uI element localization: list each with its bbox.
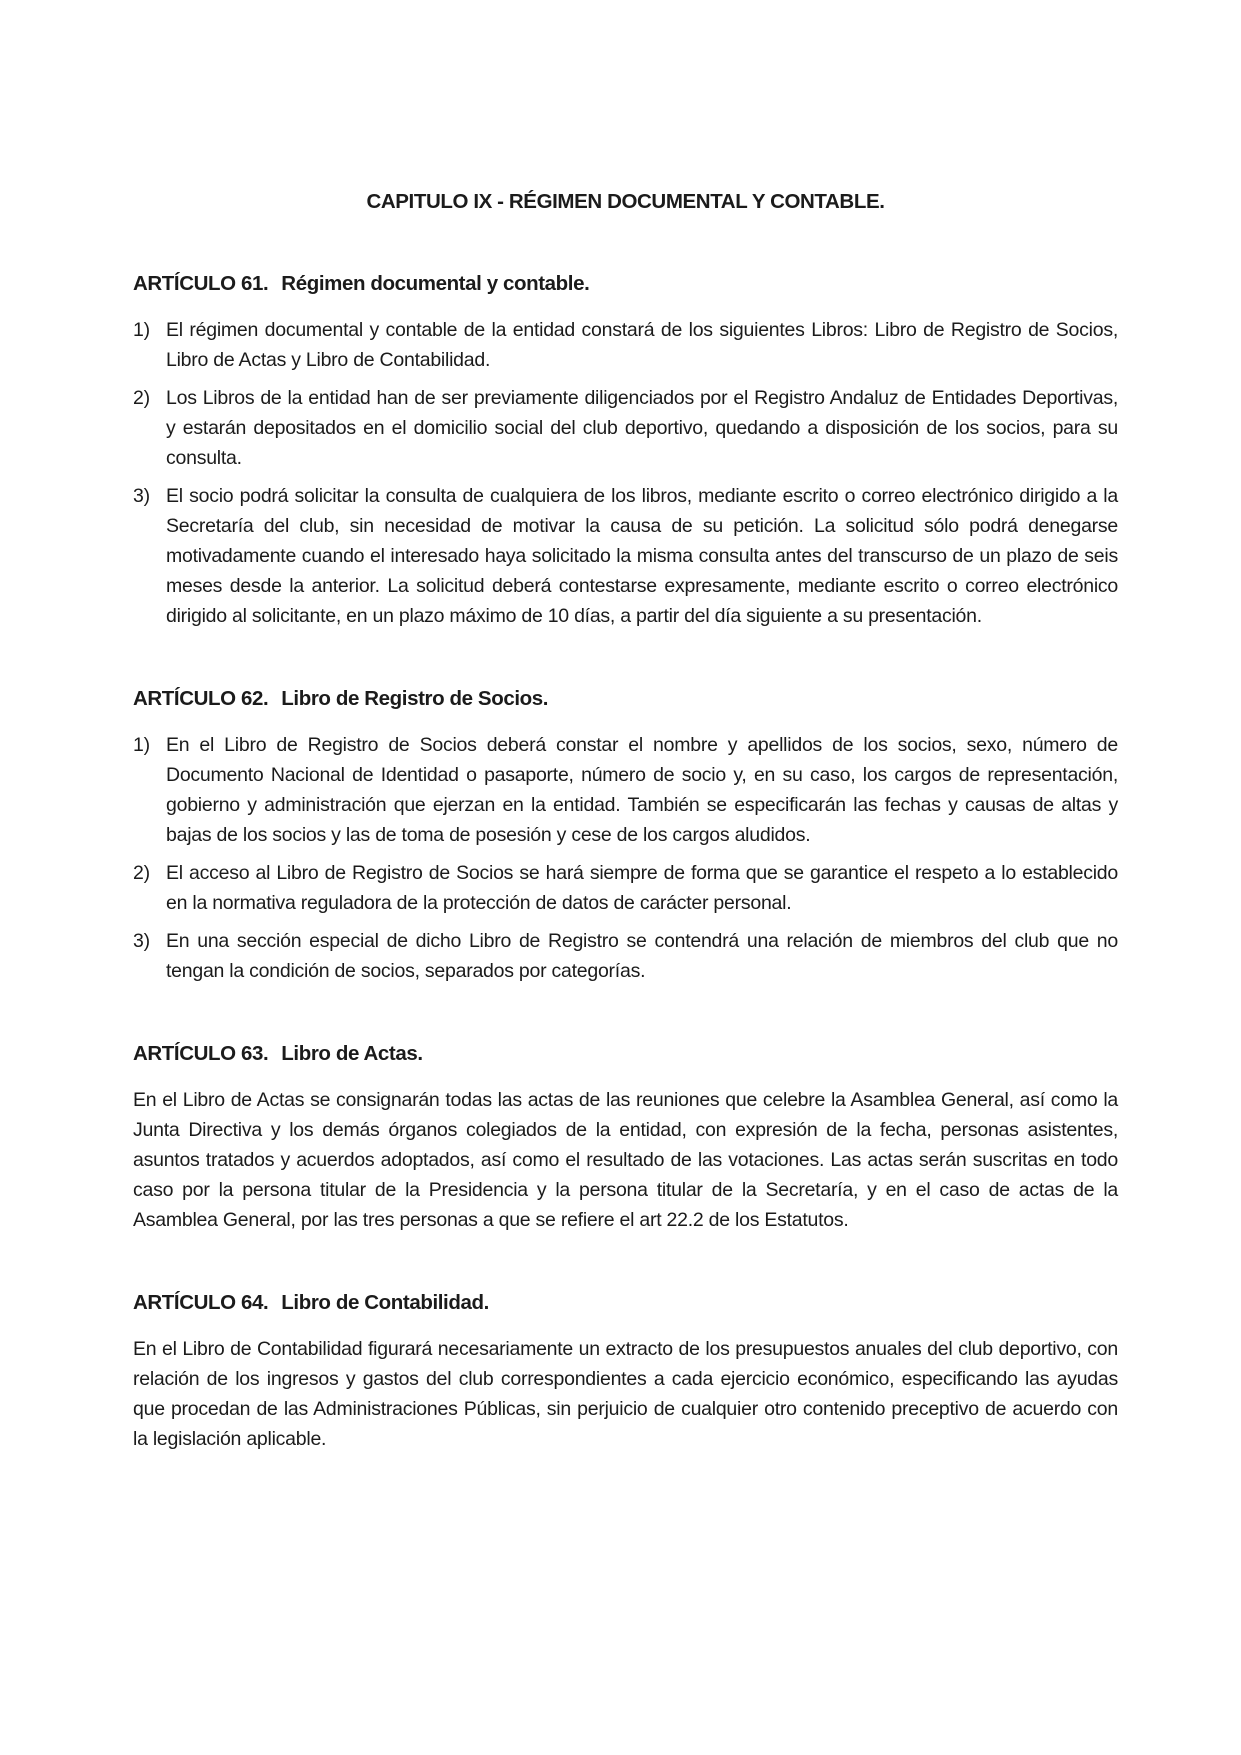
article-61-section [133, 270, 1118, 631]
article-64-heading [133, 1289, 1118, 1317]
list-item-text: Los Libros de la entidad han de ser previamente diligenciados por el Registro Andaluz de Entidades Deportivas, y estarán depositados en el domicilio social del club deportivo, quedando a disposición de los socios, para su consulta. [166, 387, 1118, 469]
list-item-text: El socio podrá solicitar la consulta de cualquiera de los libros, mediante escrito o correo electrónico dirigido a la Secretaría del club, sin necesidad de motivar la causa de su petición. La solicitud sólo podrá denegarse motivadamente cuando el interesado haya solicitado la misma consulta antes del transcurso de un plazo de seis meses desde la anterior. La solicitud deberá contestarse expresamente, mediante escrito o correo electrónico dirigido al solicitante, en un plazo máximo de 10 días, a partir del día siguiente a su presentación. [166, 485, 1118, 627]
list-item [133, 926, 1118, 986]
list-marker: 1) [133, 734, 150, 756]
list-item-text: En el Libro de Registro de Socios deberá constar el nombre y apellidos de los socios, sexo, número de Documento Nacional de Identidad o pasaporte, número de socio y, en su caso, los cargos de representación, gobierno y administración que ejerzan en la entidad. También se especificarán las fechas y causas de altas y bajas de los socios y las de toma de posesión y cese de los cargos aludidos. [166, 734, 1118, 846]
chapter-title: CAPITULO IX - RÉGIMEN DOCUMENTAL Y CONTABLE. [366, 190, 885, 213]
article-title: Libro de Actas. [281, 1042, 423, 1065]
list-item [133, 315, 1118, 375]
list-item [133, 858, 1118, 918]
list-marker: 1) [133, 319, 150, 341]
list-item [133, 730, 1118, 850]
article-64-section [133, 1289, 1118, 1454]
article-number: ARTÍCULO 64. [133, 1291, 269, 1314]
list-item-text: El régimen documental y contable de la entidad constará de los siguientes Libros: Libro de Registro de Socios, Libro de Actas y Libro de Contabilidad. [166, 319, 1118, 371]
article-title: Libro de Contabilidad. [281, 1291, 489, 1314]
article-63-heading [133, 1040, 1118, 1068]
article-number: ARTÍCULO 62. [133, 687, 269, 710]
article-63-section [133, 1040, 1118, 1235]
list-item-text: En una sección especial de dicho Libro de Registro se contendrá una relación de miembros del club que no tengan la condición de socios, separados por categorías. [166, 930, 1118, 982]
list-marker: 3) [133, 930, 150, 952]
list-item-text: El acceso al Libro de Registro de Socios se hará siempre de forma que se garantice el respeto a lo establecido en la normativa reguladora de la protección de datos de carácter personal. [166, 862, 1118, 914]
list-marker: 3) [133, 485, 150, 507]
article-title: Régimen documental y contable. [281, 272, 590, 295]
article-62-heading [133, 685, 1118, 713]
article-title: Libro de Registro de Socios. [281, 687, 549, 710]
list-marker: 2) [133, 862, 150, 884]
list-item [133, 481, 1118, 631]
article-number: ARTÍCULO 63. [133, 1042, 269, 1065]
article-paragraph: En el Libro de Actas se consignarán todas las actas de las reuniones que celebre la Asamblea General, así como la Junta Directiva y los demás órganos colegiados de la entidad, con expresión de la fecha, personas asistentes, asuntos tratados y acuerdos adoptados, así como el resultado de las votaciones. Las actas serán suscritas en todo caso por la persona titular de la Presidencia y la persona titular de la Secretaría, y en el caso de actas de la Asamblea General, por las tres personas a que se refiere el art 22.2 de los Estatutos. [133, 1089, 1118, 1231]
list-item [133, 383, 1118, 473]
article-paragraph: En el Libro de Contabilidad figurará necesariamente un extracto de los presupuestos anuales del club deportivo, con relación de los ingresos y gastos del club correspondientes a cada ejercicio económico, especificando las ayudas que procedan de las Administraciones Públicas, sin perjuicio de cualquier otro contenido preceptivo de acuerdo con la legislación aplicable. [133, 1338, 1118, 1450]
article-61-heading [133, 270, 1118, 298]
article-number: ARTÍCULO 61. [133, 272, 269, 295]
article-62-section [133, 685, 1118, 986]
list-marker: 2) [133, 387, 150, 409]
